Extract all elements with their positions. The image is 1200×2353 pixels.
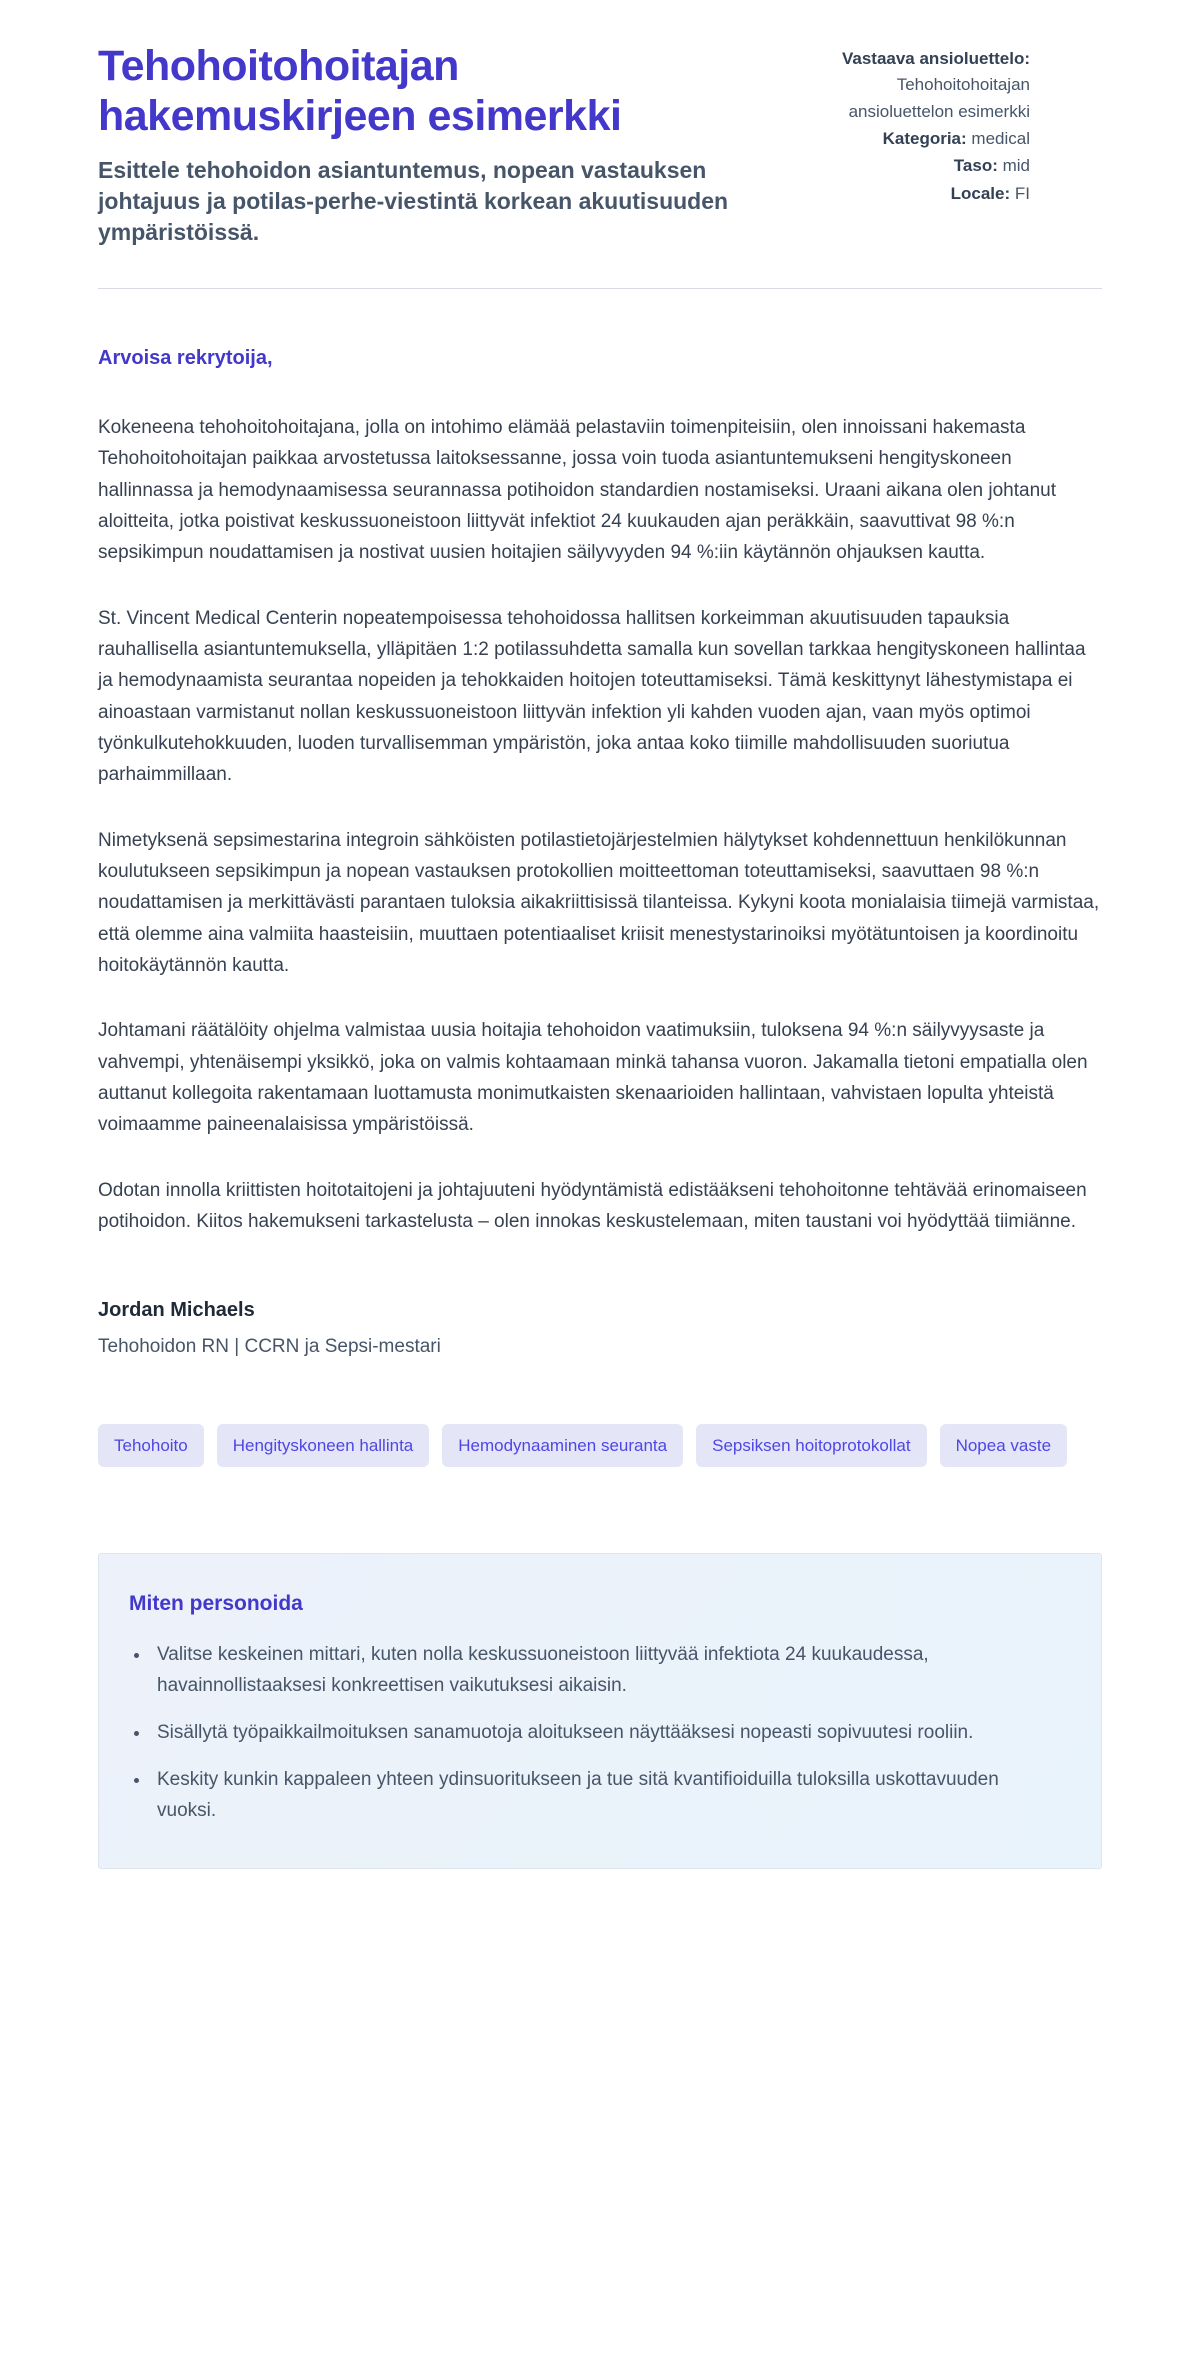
letter-paragraphs <box>98 412 1102 1238</box>
tag-chip: Tehohoito <box>98 1424 204 1467</box>
callout-title: Miten personoida <box>129 1592 303 1616</box>
tag-chip: Nopea vaste <box>940 1424 1067 1467</box>
header-divider <box>98 288 1102 289</box>
callout-tip-item: • Sisällytä työpaikkailmoituksen sanamuotoja aloitukseen näyttääksesi nopeasti sopivuutesi rooliin. <box>151 1718 1057 1749</box>
tag-chip: Hengityskoneen hallinta <box>217 1424 430 1467</box>
page-meta <box>798 46 1030 208</box>
meta-level <box>798 153 1030 179</box>
meta-locale-value: FI <box>1014 183 1030 203</box>
meta-category <box>798 126 1030 152</box>
letter-paragraph: St. Vincent Medical Centerin nopeatempoisessa tehohoidossa hallitsen korkeimman akuutisuuden tapauksia rauhallisella asiantuntemuksella, ylläpitäen 1:2 potilassuhdetta samalla kun sovellan tarkkaa hengityskoneen hallintaa ja hemodynaamista seurantaa nopeiden ja tehokkaiden hoitojen toteuttamiseksi. Tämä keskittynyt lähestymistapa ei ainoastaan varmistanut nollan keskussuoneistoon liittyvän infektion yli kahden vuoden ajan, vaan myös optimoi työnkulkutehokkuuden, luoden turvallisemman ympäristön, joka antaa koko tiimille mahdollisuuden suoriutua parhaimmillaan. <box>98 607 1086 786</box>
page-title: Tehohoitohoitajan hakemuskirjeen esimerkki <box>98 42 622 140</box>
callout-tip-item: • Valitse keskeinen mittari, kuten nolla keskussuoneistoon liittyvää infektiota 24 kuukaudessa, havainnollistaaksesi konkreettisen vaikutuksesi aikaisin. <box>151 1640 1057 1702</box>
letter-body <box>98 347 1102 1359</box>
callout-tip-list <box>127 1640 1057 1826</box>
tag-chip: Hemodynaaminen seuranta <box>442 1424 683 1467</box>
letter-signature <box>98 1299 1102 1358</box>
meta-locale <box>798 181 1030 207</box>
meta-level-value: mid <box>1002 156 1030 176</box>
personalization-callout <box>98 1553 1102 1869</box>
letter-paragraph: Nimetyksenä sepsimestarina integroin sähköisten potilastietojärjestelmien hälytykset kohdennettuun henkilökunnan koulutukseen sepsikimpun ja nopean vastauksen protokollien moitteettoman toteuttamiseksi, saavuttaen 98 %:n noudattamisen ja merkittävästi parantaen tuloksia aikakriittisissä tilanteissa. Kykyni koota monialaisia tiimejä varmistaa, että olemme aina valmiita haasteisiin, muuttaen potentiaaliset kriisit menestystarinoiksi myötätuntoisen ja koordinoitu hoitokäytännön kautta. <box>98 829 1100 977</box>
letter-paragraph: Odotan innolla kriittisten hoitotaitojeni ja johtajuuteni hyödyntämistä edistääkseni tehohoitonne tehtävää erinomaiseen potihoidon. Kiitos hakemukseni tarkastelusta – olen innokas keskustelemaan, miten taustani voi hyödyttää tiimiänne. <box>98 1179 1087 1233</box>
tag-chip: Sepsiksen hoitoprotokollat <box>696 1424 926 1467</box>
signature-name: Jordan Michaels <box>98 1299 255 1322</box>
meta-resume-label: Vastaava ansioluettelo: <box>841 49 1030 68</box>
page-subtitle: Esittele tehohoidon asiantuntemus, nopean vastauksen johtajuus ja potilas-perhe-viestintä korkean akuutisuuden ympäristöissä. <box>98 156 729 245</box>
meta-category-value: medical <box>971 129 1030 149</box>
meta-category-label: Kategoria: <box>882 129 967 149</box>
meta-level-label: Taso: <box>953 156 998 176</box>
meta-resume-link[interactable]: Tehohoitohoitajan ansioluettelon esimerkki <box>848 75 1030 121</box>
letter-paragraph: Kokeneena tehohoitohoitajana, jolla on intohimo elämää pelastaviin toimenpiteisiin, olen innoissani hakemasta Tehohoitohoitajan paikkaa arvostetussa laitoksessanne, jossa voin tuoda asiantuntemukseni hengityskoneen hallinnassa ja hemodynaamisessa seurannassa potihoidon standardien nostamiseksi. Uraani aikana olen johtanut aloitteita, jotka poistivat keskussuoneistoon liittyvät infektiot 24 kuukauden ajan peräkkäin, saavuttivat 98 %:n sepsikimpun noudattamisen ja nostivat uusien hoitajien säilyvyyden 94 %:iin käytännön ohjauksen kautta. <box>98 416 1056 564</box>
letter-paragraph: Johtamani räätälöity ohjelma valmistaa uusia hoitajia tehohoidon vaatimuksiin, tuloksena 94 %:n säilyvyysaste ja vahvempi, yhtenäisempi yksikkö, joka on valmis kohtaamaan minkä tahansa vuoron. Jakamalla tietoni empatialla olen auttanut kollegoita rakentamaan luottamusta monimutkaisten skenaarioiden hallintaan, vahvistaen lopulta yhteistä voimaamme paineenalaisissa ympäristöissä. <box>98 1020 1088 1136</box>
meta-locale-label: Locale: <box>950 183 1011 203</box>
signature-role: Tehohoidon RN | CCRN ja Sepsi-mestari <box>98 1336 441 1358</box>
meta-matching-resume <box>798 46 1030 125</box>
letter-greeting: Arvoisa rekrytoija, <box>98 346 273 369</box>
callout-tip-item: • Keskity kunkin kappaleen yhteen ydinsuoritukseen ja tue sitä kvantifioiduilla tuloksilla uskottavuuden vuoksi. <box>151 1765 1057 1827</box>
page-header <box>98 42 1102 248</box>
tag-list <box>98 1424 1102 1467</box>
header-title-block <box>98 42 738 248</box>
